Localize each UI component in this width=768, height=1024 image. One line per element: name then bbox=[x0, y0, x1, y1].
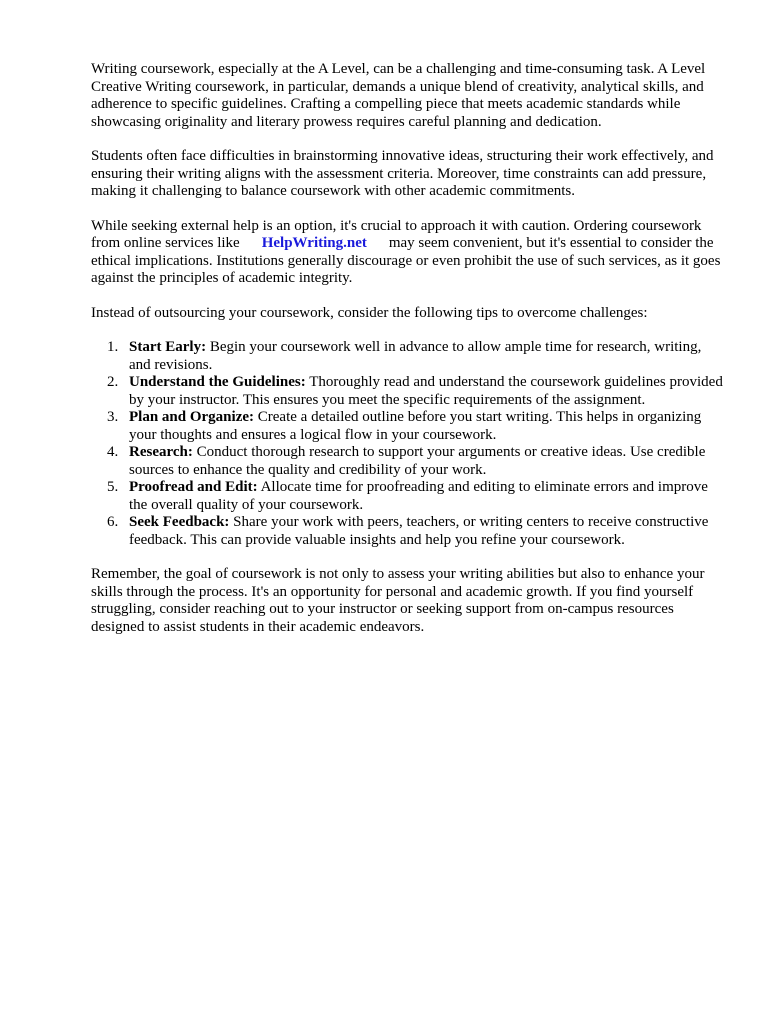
helpwriting-link[interactable]: HelpWriting.net bbox=[261, 235, 367, 251]
tip-text: Conduct thorough research to support your arguments or creative ideas. Use credible sources to enhance the quality and credibility of your work. bbox=[129, 444, 706, 478]
tip-title: Start Early: bbox=[129, 339, 207, 355]
document-page bbox=[91, 61, 723, 653]
tip-title: Plan and Organize: bbox=[129, 409, 255, 425]
tip-item-proofread bbox=[129, 479, 723, 514]
external-help-text-after: may seem convenient, but it's essential to consider the ethical implications. Institutions generally discourage or even prohibit the use of such services, as it goes against the principles of academic integrity. bbox=[91, 235, 721, 286]
tip-item-plan-organize bbox=[129, 409, 723, 444]
tip-title: Research: bbox=[129, 444, 193, 460]
tip-title: Understand the Guidelines: bbox=[129, 374, 306, 390]
tip-text: Allocate time for proofreading and editing to eliminate errors and improve the overall quality of your coursework. bbox=[129, 479, 708, 513]
tip-text: Thoroughly read and understand the coursework guidelines provided by your instructor. This ensures you meet the specific requirements of the assignment. bbox=[129, 374, 723, 408]
tip-item-feedback bbox=[129, 514, 723, 549]
tip-item-research bbox=[129, 444, 723, 479]
intro-paragraph: Writing coursework, especially at the A Level, can be a challenging and time-consuming task. A Level Creative Writing coursework, in particular, demands a unique blend of creativity, analytical skills, and adherence to specific guidelines. Crafting a compelling piece that meets academic standards while showcasing originality and literary prowess requires careful planning and dedication. bbox=[91, 61, 706, 130]
tip-title: Proofread and Edit: bbox=[129, 479, 258, 495]
tip-title: Seek Feedback: bbox=[129, 514, 230, 530]
conclusion-paragraph: Remember, the goal of coursework is not only to assess your writing abilities but also to enhance your skills through the process. It's an opportunity for personal and academic growth. If you find yourself struggling, consider reaching out to your instructor or seeking support from on-campus resources designed to assist students in their academic endeavors. bbox=[91, 566, 705, 635]
tips-list bbox=[91, 339, 723, 549]
tip-text: Begin your coursework well in advance to allow ample time for research, writing, and revisions. bbox=[129, 339, 702, 373]
tip-item-start-early bbox=[129, 339, 723, 374]
tip-item-guidelines bbox=[129, 374, 723, 409]
tip-text: Share your work with peers, teachers, or writing centers to receive constructive feedback. This can provide valuable insights and help you refine your coursework. bbox=[129, 514, 709, 548]
tips-intro-paragraph: Instead of outsourcing your coursework, consider the following tips to overcome challenges: bbox=[91, 304, 648, 321]
external-help-paragraph bbox=[91, 218, 723, 288]
external-help-text-before: While seeking external help is an option, it's crucial to approach it with caution. Ordering coursework from online services like bbox=[91, 217, 702, 251]
tip-text: Create a detailed outline before you start writing. This helps in organizing your thoughts and ensures a logical flow in your coursework. bbox=[129, 409, 702, 443]
difficulties-paragraph: Students often face difficulties in brainstorming innovative ideas, structuring their work effectively, and ensuring their writing aligns with the assessment criteria. Moreover, time constraints can add pressure, making it challenging to balance coursework with other academic commitments. bbox=[91, 148, 714, 199]
